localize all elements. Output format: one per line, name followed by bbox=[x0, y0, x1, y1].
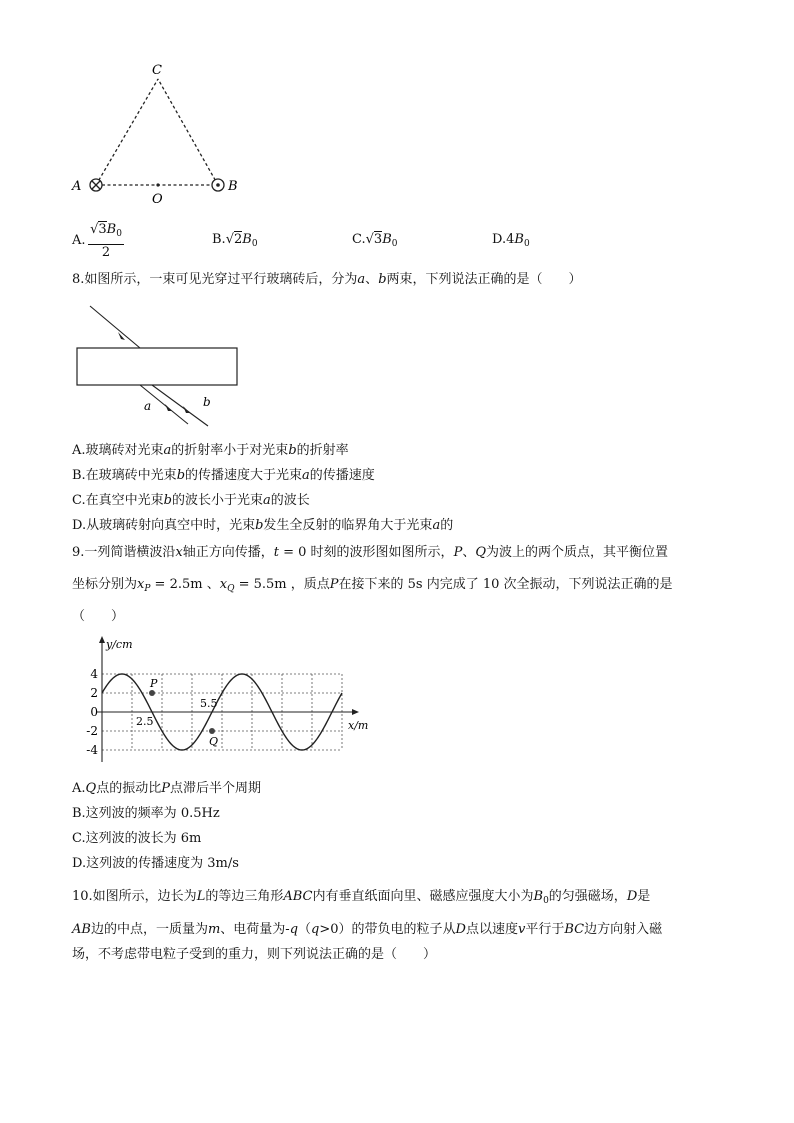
q9-option-c: C.这列波的波长为 6m bbox=[72, 831, 202, 846]
y-tick-label: 0 bbox=[90, 705, 98, 719]
ray-b-arrow-icon bbox=[183, 406, 190, 413]
q10-stem-line3: 场，不考虑带电粒子受到的重力，则下列说法正确的是（ ） bbox=[72, 947, 437, 962]
label-c: C bbox=[152, 63, 162, 78]
q10-stem-line1: 10.如图所示，边长为L的等边三角形ABC内有垂直纸面向里、磁感应强度大小为$B_0$的匀强磁场，D是 bbox=[72, 889, 651, 906]
q8-option-d: D.从玻璃砖射向真空中时，光束b发生全反射的临界角大于光束a的 bbox=[72, 518, 454, 533]
fraction: $√3B_0$ 2 bbox=[86, 222, 126, 261]
y-tick-label: -2 bbox=[86, 724, 98, 738]
point-p-label: P bbox=[150, 677, 158, 690]
point-p bbox=[149, 690, 155, 696]
q9-stem-line3: （ ） bbox=[72, 609, 125, 624]
option-prefix: A. bbox=[72, 233, 86, 248]
wire-a-into-page-icon bbox=[90, 179, 102, 191]
wire-b-out-of-page-icon bbox=[212, 179, 224, 191]
q8-stem: 8.如图所示，一束可见光穿过平行玻璃砖后，分为a、b两束，下列说法正确的是（ ） bbox=[72, 272, 582, 287]
q8-option-b: B.在玻璃砖中光束b的传播速度大于光束a的传播速度 bbox=[72, 468, 375, 483]
q7-option-c: $C.√3B_0$ bbox=[352, 232, 398, 249]
y-tick-label: -4 bbox=[86, 743, 98, 757]
incident-arrow-icon bbox=[118, 332, 125, 340]
point-q bbox=[209, 728, 215, 734]
point-q-label: Q bbox=[209, 735, 219, 748]
y-axis-label: y/cm bbox=[106, 638, 133, 651]
q9-option-a: A.Q点的振动比P点滞后半个周期 bbox=[72, 781, 261, 796]
midpoint-o-dot bbox=[156, 183, 159, 186]
glass-brick bbox=[77, 348, 237, 385]
label-b: B bbox=[228, 179, 238, 194]
y-tick-label: 4 bbox=[90, 667, 98, 681]
annotation-p-x: 2.5 bbox=[136, 715, 154, 728]
q7-option-d: $D.4B_0$ bbox=[492, 232, 530, 249]
side-bc bbox=[158, 79, 218, 185]
q8-option-c: C.在真空中光束b的波长小于光束a的波长 bbox=[72, 493, 310, 508]
ray-a-arrow-icon bbox=[165, 404, 172, 411]
triangle-figure bbox=[60, 55, 260, 205]
fig-label-a: a bbox=[144, 399, 152, 413]
x-axis-label: x/m bbox=[348, 719, 369, 732]
y-tick-label: 2 bbox=[90, 686, 98, 700]
wave-chart bbox=[76, 634, 376, 766]
incident-ray bbox=[90, 306, 140, 348]
q8-option-a: A.玻璃砖对光束a的折射率小于对光束b的折射率 bbox=[72, 443, 349, 458]
ray-b bbox=[152, 385, 208, 426]
q9-option-b: B.这列波的频率为 0.5Hz bbox=[72, 806, 220, 821]
side-ac bbox=[96, 79, 158, 185]
label-o: O bbox=[152, 192, 163, 205]
x-axis-arrow-icon bbox=[352, 709, 359, 715]
annotation-q-x: 5.5 bbox=[200, 697, 218, 710]
q9-stem-line1: 9.一列简谐横波沿x轴正方向传播，t = 0 时刻的波形图如图所示，P、Q为波上的两个质点，其平衡位置 bbox=[72, 545, 669, 560]
fig-label-b: b bbox=[203, 395, 211, 409]
q7-option-b: $B.√2B_0$ bbox=[212, 232, 258, 249]
y-axis-arrow-icon bbox=[99, 636, 105, 643]
q10-stem-line2: AB边的中点，一质量为m、电荷量为-q（q>0）的带负电的粒子从D点以速度v平行于BC边方向射入磁 bbox=[72, 922, 663, 937]
glass-brick-figure bbox=[72, 300, 252, 430]
y-tick-labels bbox=[86, 667, 98, 757]
label-a: A bbox=[72, 179, 82, 194]
q9-stem-line2: 坐标分别为$x_P = 2.5m$ 、$x_Q = 5.5m$ ，质点P在接下来的 5s 内完成了 10 次全振动，下列说法正确的是 bbox=[72, 577, 673, 594]
q9-option-d: D.这列波的传播速度为 3m/s bbox=[72, 856, 239, 871]
